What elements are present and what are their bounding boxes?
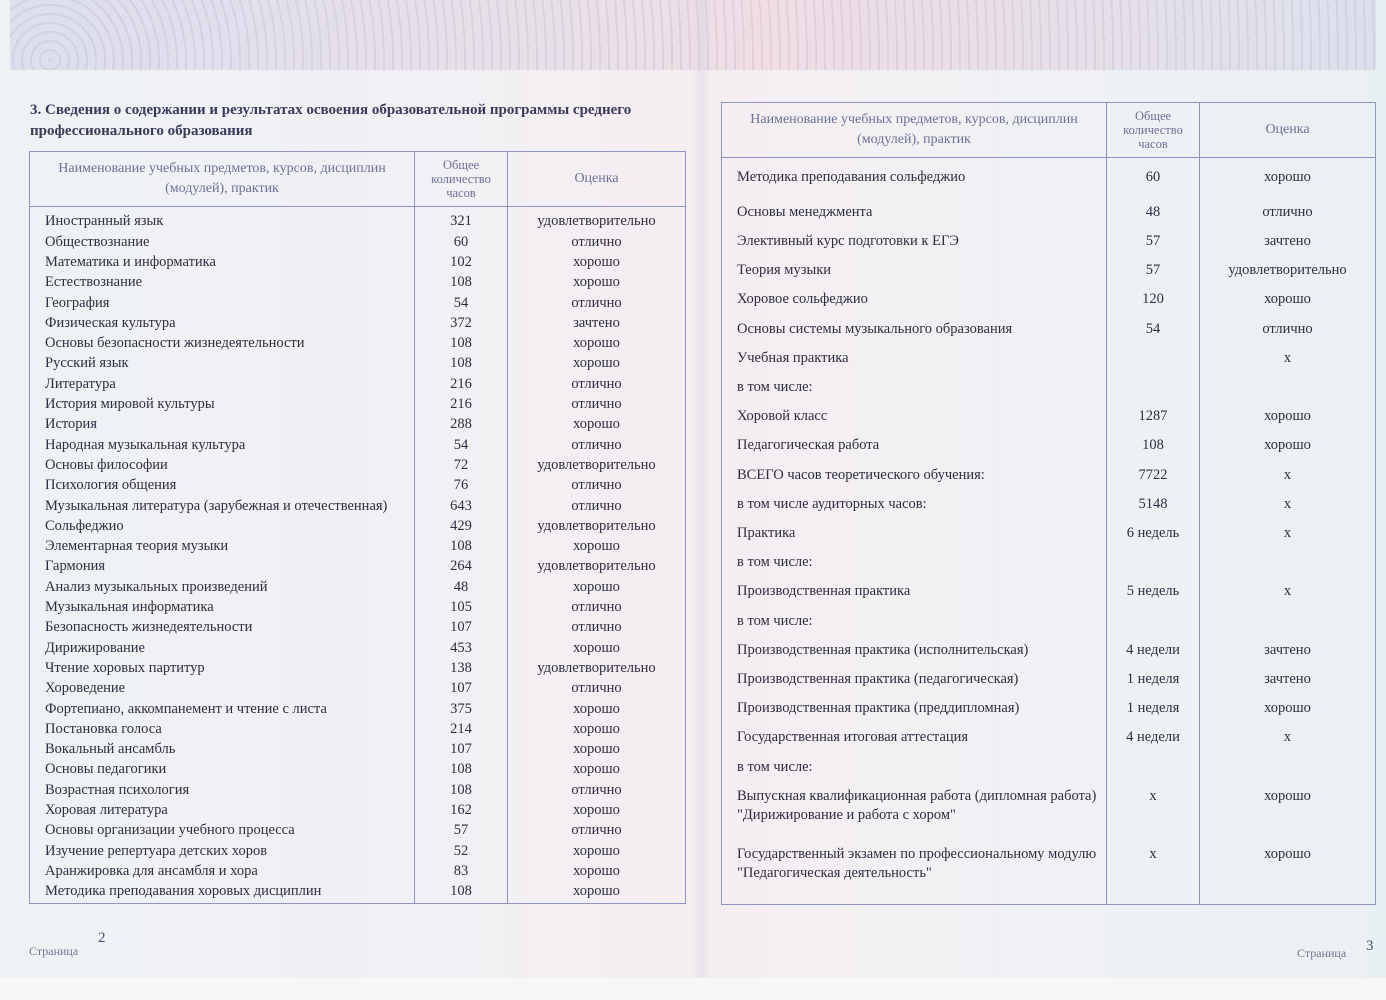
table-row: [722, 320, 1376, 349]
grade-value: х: [1200, 466, 1376, 495]
header-grade: Оценка: [1200, 103, 1376, 158]
hours-value: 108: [415, 334, 508, 354]
subject-name: Аранжировка для ансамбля и хора: [30, 862, 415, 882]
subject-name: Анализ музыкальных произведений: [30, 578, 415, 598]
table-row: [30, 760, 686, 780]
page-number-left: 2: [98, 930, 106, 946]
subject-name: Чтение хоровых партитур: [30, 659, 415, 679]
header-hours: Общее количество часов: [1107, 103, 1200, 158]
hours-value: 5 недель: [1107, 582, 1200, 611]
table-row: [30, 862, 686, 882]
grade-value: хорошо: [508, 253, 686, 273]
table-row: [722, 699, 1376, 728]
table-row: [30, 537, 686, 557]
hours-value: 107: [415, 740, 508, 760]
hours-value: 1287: [1107, 407, 1200, 436]
table-row: [30, 354, 686, 374]
subject-name: Основы безопасности жизнедеятельности: [30, 334, 415, 354]
table-row: [722, 232, 1376, 261]
subject-name: Основы менеджмента: [722, 203, 1107, 232]
grade-value: хорошо: [508, 720, 686, 740]
hours-value: 107: [415, 679, 508, 699]
subject-name: в том числе:: [722, 378, 1107, 407]
hours-value: х: [1107, 787, 1200, 845]
grade-value: хорошо: [1200, 407, 1376, 436]
hours-value: 108: [415, 781, 508, 801]
hours-value: 7722: [1107, 466, 1200, 495]
subject-name: в том числе:: [722, 553, 1107, 582]
left-table-body: [30, 207, 686, 904]
subject-name: Хоровое сольфеджио: [722, 290, 1107, 319]
right-grades-table: [721, 102, 1376, 905]
table-row: [30, 578, 686, 598]
page-label-right: Страница: [1297, 946, 1347, 960]
table-row: [722, 641, 1376, 670]
hours-value: 5148: [1107, 495, 1200, 524]
grade-value: удовлетворительно: [508, 557, 686, 577]
grade-value: [1200, 612, 1376, 641]
table-row: [722, 203, 1376, 232]
table-row: [722, 261, 1376, 290]
subject-name: Основы философии: [30, 456, 415, 476]
hours-value: [1107, 349, 1200, 378]
hours-value: 1 неделя: [1107, 670, 1200, 699]
hours-value: 108: [415, 760, 508, 780]
subject-name: ВСЕГО часов теоретического обучения:: [722, 466, 1107, 495]
grade-value: отлично: [508, 294, 686, 314]
table-row: [722, 436, 1376, 465]
grade-value: хорошо: [508, 273, 686, 293]
subject-name: Основы системы музыкального образования: [722, 320, 1107, 349]
subject-name: Литература: [30, 375, 415, 395]
subject-name: Русский язык: [30, 354, 415, 374]
table-row: [722, 553, 1376, 582]
right-table-body: [722, 158, 1376, 905]
grade-value: х: [1200, 582, 1376, 611]
subject-name: Безопасность жизнедеятельности: [30, 618, 415, 638]
grade-value: зачтено: [1200, 670, 1376, 699]
hours-value: 102: [415, 253, 508, 273]
grade-value: отлично: [508, 476, 686, 496]
hours-value: 4 недели: [1107, 728, 1200, 757]
hours-value: 643: [415, 497, 508, 517]
table-row: [722, 158, 1376, 203]
grade-value: отлично: [508, 436, 686, 456]
table-row: [30, 456, 686, 476]
subject-name: Основы организации учебного процесса: [30, 821, 415, 841]
section-title: 3. Сведения о содержании и результатах освоения образовательной программы среднего профессионального образования: [30, 102, 632, 139]
hours-value: 4 недели: [1107, 641, 1200, 670]
hours-value: 216: [415, 395, 508, 415]
table-row: [30, 476, 686, 496]
subject-name: Постановка голоса: [30, 720, 415, 740]
hours-value: [1107, 612, 1200, 641]
table-row: [30, 618, 686, 638]
grade-value: хорошо: [508, 415, 686, 435]
hours-value: 72: [415, 456, 508, 476]
table-row: [30, 639, 686, 659]
hours-value: 108: [1107, 436, 1200, 465]
scan-edge: [0, 978, 1386, 1000]
grade-value: хорошо: [1200, 699, 1376, 728]
table-row: [722, 349, 1376, 378]
grade-value: отлично: [508, 395, 686, 415]
grade-value: отлично: [1200, 320, 1376, 349]
grade-value: хорошо: [508, 700, 686, 720]
grade-value: отлично: [1200, 203, 1376, 232]
hours-value: 57: [415, 821, 508, 841]
table-row: [30, 781, 686, 801]
table-row: [722, 728, 1376, 757]
subject-name: Элементарная теория музыки: [30, 537, 415, 557]
hours-value: 48: [1107, 203, 1200, 232]
table-row: [30, 294, 686, 314]
hours-value: 76: [415, 476, 508, 496]
subject-name: Иностранный язык: [30, 207, 415, 233]
table-row: [30, 253, 686, 273]
grade-value: х: [1200, 349, 1376, 378]
subject-name: Производственная практика (преддипломная): [722, 699, 1107, 728]
hours-value: 429: [415, 517, 508, 537]
subject-name: Хороведение: [30, 679, 415, 699]
subject-name: Методика преподавания хоровых дисциплин: [30, 882, 415, 902]
hours-value: 108: [415, 354, 508, 374]
subject-name: География: [30, 294, 415, 314]
subject-name: Производственная практика (исполнительская): [722, 641, 1107, 670]
subject-name: Производственная практика (педагогическая): [722, 670, 1107, 699]
hours-value: 138: [415, 659, 508, 679]
subject-name: Психология общения: [30, 476, 415, 496]
empty-cell: [30, 902, 415, 903]
grade-value: хорошо: [508, 842, 686, 862]
subject-name: Основы педагогики: [30, 760, 415, 780]
table-row: [30, 842, 686, 862]
hours-value: 214: [415, 720, 508, 740]
hours-value: 108: [415, 882, 508, 902]
grade-value: отлично: [508, 618, 686, 638]
grade-value: хорошо: [508, 578, 686, 598]
table-row: [30, 395, 686, 415]
table-filler: [722, 904, 1376, 905]
subject-name: Государственный экзамен по профессиональному модулю "Педагогическая деятельность": [722, 845, 1107, 903]
hours-value: [1107, 553, 1200, 582]
grade-value: хорошо: [1200, 787, 1376, 845]
grade-value: отлично: [508, 821, 686, 841]
hours-value: 120: [1107, 290, 1200, 319]
table-row: [722, 612, 1376, 641]
grade-value: [1200, 378, 1376, 407]
grade-value: удовлетворительно: [508, 517, 686, 537]
subject-name: в том числе:: [722, 612, 1107, 641]
page-fold: [692, 0, 712, 980]
subject-name: в том числе аудиторных часов:: [722, 495, 1107, 524]
grade-value: отлично: [508, 781, 686, 801]
grade-value: удовлетворительно: [508, 207, 686, 233]
grade-value: зачтено: [1200, 232, 1376, 261]
table-row: [30, 207, 686, 233]
subject-name: Вокальный ансамбль: [30, 740, 415, 760]
page-label-left: Страница: [29, 944, 79, 958]
table-row: [30, 233, 686, 253]
table-row: [30, 334, 686, 354]
hours-value: х: [1107, 845, 1200, 903]
hours-value: 372: [415, 314, 508, 334]
hours-value: [1107, 758, 1200, 787]
table-row: [30, 659, 686, 679]
hours-value: 108: [415, 537, 508, 557]
table-row: [722, 524, 1376, 553]
subject-name: Возрастная психология: [30, 781, 415, 801]
table-row: [722, 582, 1376, 611]
table-row: [30, 517, 686, 537]
grade-value: отлично: [508, 233, 686, 253]
grade-value: хорошо: [508, 354, 686, 374]
grade-value: хорошо: [1200, 290, 1376, 319]
table-row: [30, 557, 686, 577]
hours-value: 48: [415, 578, 508, 598]
header-name: Наименование учебных предметов, курсов, дисциплин (модулей), практик: [722, 103, 1107, 158]
hours-value: 108: [415, 273, 508, 293]
subject-name: Государственная итоговая аттестация: [722, 728, 1107, 757]
table-row: [30, 273, 686, 293]
table-row: [30, 415, 686, 435]
hours-value: 288: [415, 415, 508, 435]
hours-value: 162: [415, 801, 508, 821]
left-grades-table: [29, 151, 686, 904]
subject-name: Музыкальная информатика: [30, 598, 415, 618]
subject-name: Производственная практика: [722, 582, 1107, 611]
hours-value: 54: [415, 294, 508, 314]
grade-value: хорошо: [508, 801, 686, 821]
header-hours: Общее количество часов: [415, 152, 508, 207]
hours-value: 57: [1107, 261, 1200, 290]
hours-value: 83: [415, 862, 508, 882]
grade-value: удовлетворительно: [508, 659, 686, 679]
empty-cell: [722, 904, 1107, 905]
table-row: [722, 407, 1376, 436]
grade-value: отлично: [508, 375, 686, 395]
subject-name: Народная музыкальная культура: [30, 436, 415, 456]
table-row: [30, 720, 686, 740]
grade-value: отлично: [508, 679, 686, 699]
subject-name: Теория музыки: [722, 261, 1107, 290]
grade-value: хорошо: [508, 537, 686, 557]
header-name: Наименование учебных предметов, курсов, дисциплин (модулей), практик: [30, 152, 415, 207]
table-row: [30, 375, 686, 395]
grade-value: х: [1200, 728, 1376, 757]
table-row: [722, 290, 1376, 319]
hours-value: 6 недель: [1107, 524, 1200, 553]
hours-value: [1107, 378, 1200, 407]
table-row: [30, 882, 686, 902]
grade-value: хорошо: [508, 760, 686, 780]
subject-name: Элективный курс подготовки к ЕГЭ: [722, 232, 1107, 261]
grade-value: [1200, 758, 1376, 787]
grade-value: хорошо: [508, 334, 686, 354]
table-row: [722, 845, 1376, 903]
subject-name: Методика преподавания сольфеджио: [722, 158, 1107, 203]
subject-name: Музыкальная литература (зарубежная и отечественная): [30, 497, 415, 517]
grade-value: хорошо: [1200, 845, 1376, 903]
grade-value: зачтено: [508, 314, 686, 334]
empty-cell: [1107, 904, 1200, 905]
empty-cell: [415, 902, 508, 903]
grade-value: хорошо: [508, 639, 686, 659]
subject-name: История мировой культуры: [30, 395, 415, 415]
table-row: [30, 314, 686, 334]
subject-name: Изучение репертуара детских хоров: [30, 842, 415, 862]
table-row: [30, 679, 686, 699]
subject-name: Математика и информатика: [30, 253, 415, 273]
subject-name: Фортепиано, аккомпанемент и чтение с листа: [30, 700, 415, 720]
grade-value: зачтено: [1200, 641, 1376, 670]
hours-value: 60: [415, 233, 508, 253]
table-row: [722, 670, 1376, 699]
subject-name: Педагогическая работа: [722, 436, 1107, 465]
hours-value: 375: [415, 700, 508, 720]
subject-name: Хоровой класс: [722, 407, 1107, 436]
grade-value: х: [1200, 495, 1376, 524]
table-row: [30, 598, 686, 618]
grade-value: х: [1200, 524, 1376, 553]
grade-value: хорошо: [1200, 436, 1376, 465]
table-row: [30, 740, 686, 760]
table-row: [722, 495, 1376, 524]
hours-value: 54: [415, 436, 508, 456]
table-row: [722, 378, 1376, 407]
hours-value: 107: [415, 618, 508, 638]
hours-value: 453: [415, 639, 508, 659]
grade-value: отлично: [508, 598, 686, 618]
subject-name: Учебная практика: [722, 349, 1107, 378]
grade-value: [1200, 553, 1376, 582]
table-row: [30, 821, 686, 841]
hours-value: 54: [1107, 320, 1200, 349]
table-row: [30, 801, 686, 821]
hours-value: 60: [1107, 158, 1200, 203]
subject-name: Естествознание: [30, 273, 415, 293]
subject-name: Практика: [722, 524, 1107, 553]
hours-value: 321: [415, 207, 508, 233]
grade-value: хорошо: [508, 862, 686, 882]
table-row: [722, 758, 1376, 787]
hours-value: 105: [415, 598, 508, 618]
grade-value: хорошо: [1200, 158, 1376, 203]
subject-name: Физическая культура: [30, 314, 415, 334]
grade-value: отлично: [508, 497, 686, 517]
hours-value: 216: [415, 375, 508, 395]
table-row: [30, 436, 686, 456]
table-row: [722, 466, 1376, 495]
subject-name: Дирижирование: [30, 639, 415, 659]
grade-value: хорошо: [508, 740, 686, 760]
hours-value: 264: [415, 557, 508, 577]
subject-name: Выпускная квалификационная работа (дипломная работа) "Дирижирование и работа с хором": [722, 787, 1107, 845]
table-filler: [30, 902, 686, 903]
subject-name: в том числе:: [722, 758, 1107, 787]
empty-cell: [1200, 904, 1376, 905]
table-row: [30, 497, 686, 517]
grade-value: удовлетворительно: [508, 456, 686, 476]
header-grade: Оценка: [508, 152, 686, 207]
table-row: [30, 700, 686, 720]
grade-value: хорошо: [508, 882, 686, 902]
subject-name: Обществознание: [30, 233, 415, 253]
subject-name: История: [30, 415, 415, 435]
grade-value: удовлетворительно: [1200, 261, 1376, 290]
empty-cell: [508, 902, 686, 903]
hours-value: 1 неделя: [1107, 699, 1200, 728]
hours-value: 52: [415, 842, 508, 862]
table-row: [722, 787, 1376, 845]
hours-value: 57: [1107, 232, 1200, 261]
subject-name: Сольфеджио: [30, 517, 415, 537]
page-number-right: 3: [1366, 938, 1374, 954]
subject-name: Гармония: [30, 557, 415, 577]
subject-name: Хоровая литература: [30, 801, 415, 821]
